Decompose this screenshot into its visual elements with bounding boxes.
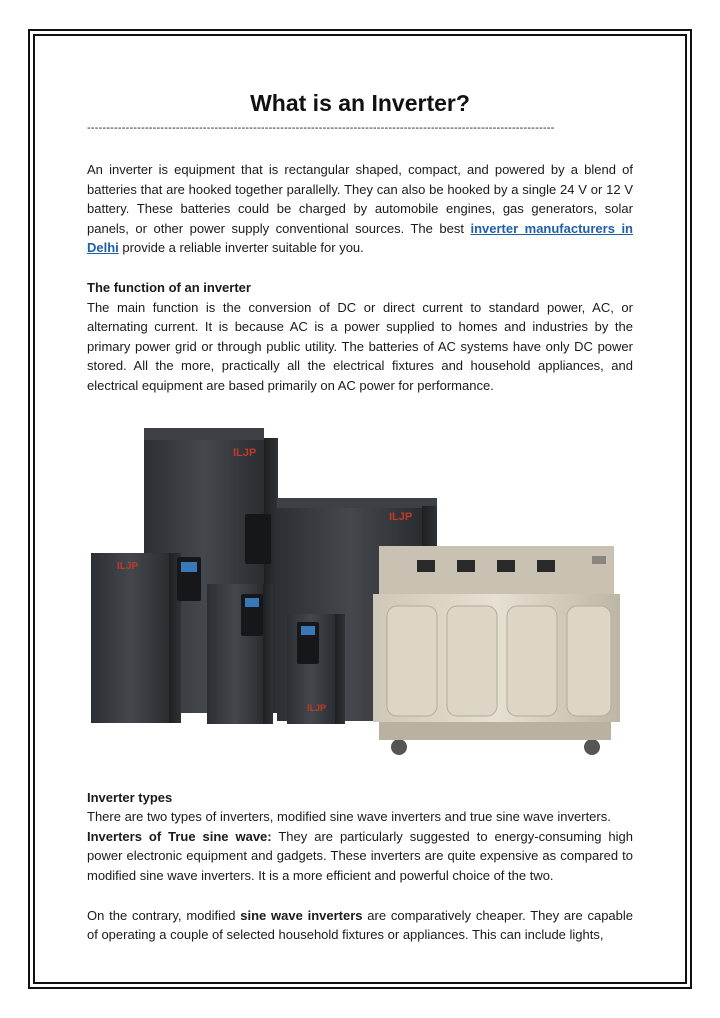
function-paragraph: The main function is the conversion of DC or direct current to standard power, AC, or alternating current. It is because AC is a power supplied to homes and industries by the primary power grid or through public utility. The batteries of AC systems have only DC power stored. All the more, practically all the electrical fixtures and household appliances, and electrical equipment are based primarily on AC power for performance.: [87, 299, 633, 393]
modified-text-end: are comparatively cheaper. They are capable of operating a couple of selected household fixtures or appliances. This can include lights,: [87, 907, 633, 943]
svg-text:ILJP: ILJP: [389, 510, 413, 523]
inverter-product-image: [87, 426, 633, 766]
inverter-product-photo-icon: [87, 426, 633, 766]
types-intro: There are two types of inverters, modified sine wave inverters and true sine wave inverters.: [87, 809, 611, 825]
page-title: What is an Inverter?: [250, 90, 470, 116]
true-sine-paragraph: [87, 827, 633, 886]
function-heading: The function of an inverter: [87, 279, 251, 295]
intro-text-end: provide a reliable inverter suitable for you.: [118, 240, 364, 256]
true-sine-text: They are particularly suggested to energy-consuming high power electronic equipment and gadgets. These inverters are quite expensive as compared to modified sine wave inverters. It is a more efficient and powerful choice of the two.: [87, 828, 634, 883]
modified-sine-paragraph: [87, 906, 633, 945]
types-heading: Inverter types: [87, 789, 173, 805]
intro-paragraph: [87, 160, 633, 258]
brand-mark: ILJP: [233, 446, 257, 459]
svg-text:ILJP: ILJP: [117, 560, 139, 572]
svg-text:ILJP: ILJP: [307, 702, 327, 713]
inverter-manufacturers-link[interactable]: inverter manufacturers in Delhi: [87, 220, 634, 256]
modified-bold-term: sine wave inverters: [240, 907, 363, 923]
intro-text: An inverter is equipment that is rectangular shaped, compact, and powered by a blend of batteries that are hooked together parallelly. They can also be hooked by a single 24 V or 12 V battery. These batteries could be charged by automobile engines, gas generators, solar panels, or other power supply conventional sources. The best: [87, 162, 633, 236]
title-divider: -------------------------------------------------------------------------------------------------------------------------: [87, 122, 555, 134]
modified-text-start: On the contrary, modified: [87, 907, 241, 923]
document-content: [87, 88, 633, 945]
true-sine-label: Inverters of True sine wave:: [87, 828, 272, 844]
